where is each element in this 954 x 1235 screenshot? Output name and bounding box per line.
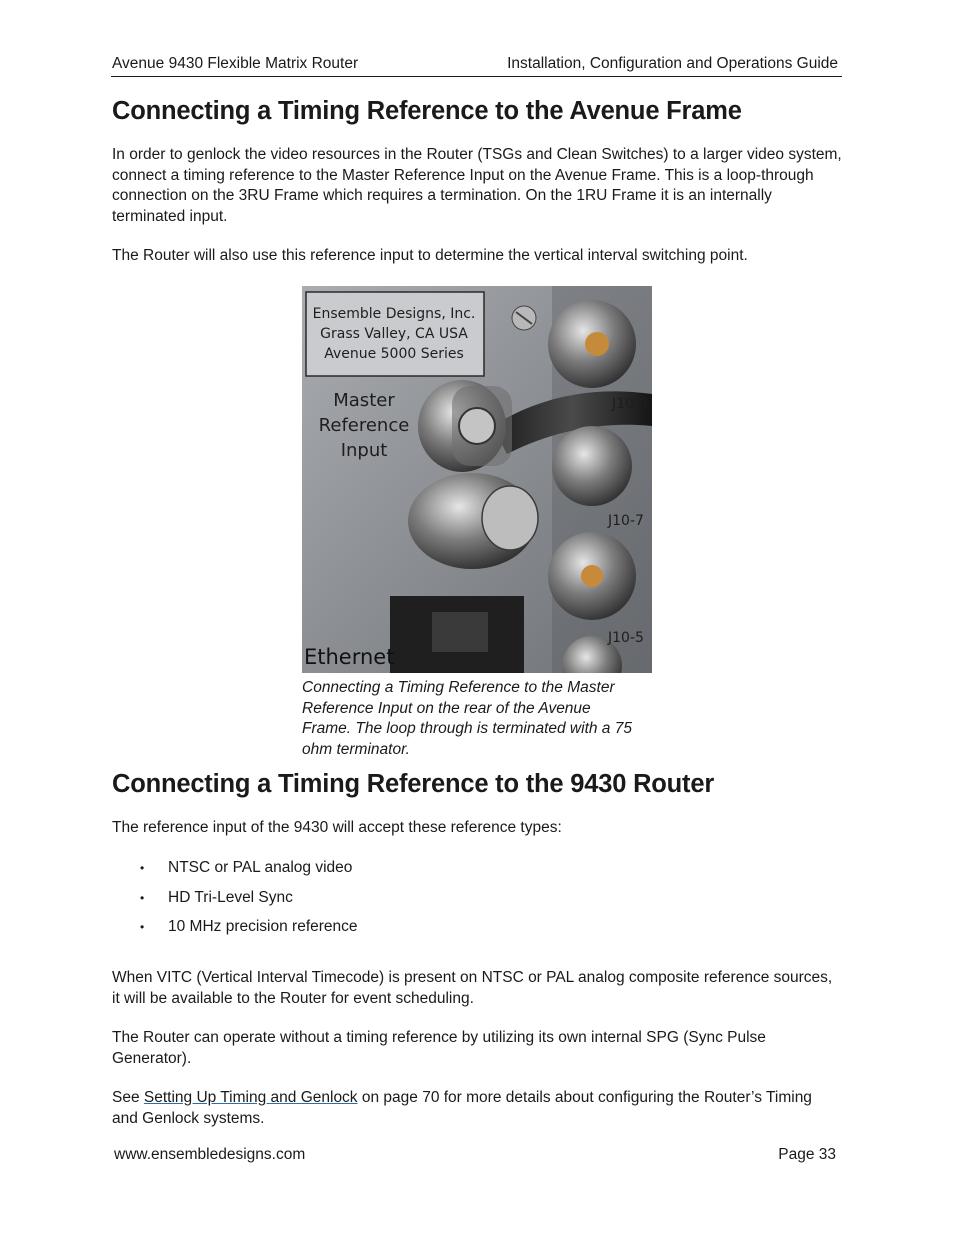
running-header-right: Installation, Configuration and Operations Guide	[507, 55, 838, 72]
bullet-icon: •	[140, 861, 145, 875]
paragraph-vertical-interval: The Router will also use this reference input to determine the vertical interval switching point.	[112, 247, 748, 264]
section-title-9430-router: Connecting a Timing Reference to the 9430 Router	[112, 770, 715, 798]
plate-line-2: Grass Valley, CA USA	[320, 326, 468, 342]
see-suffix: on page 70 for more details about configuring the Router’s Timing and Genlock systems.	[112, 1089, 812, 1127]
list-item-text: NTSC or PAL analog video	[168, 859, 353, 876]
connector-label-j10-7: J10-7	[608, 513, 644, 529]
panel-label-ethernet: Ethernet	[304, 645, 395, 669]
section-title-avenue-frame: Connecting a Timing Reference to the Avenue Frame	[112, 97, 742, 125]
plate-line-1: Ensemble Designs, Inc.	[312, 306, 476, 322]
panel-label-master: Master	[333, 390, 395, 411]
paragraph-spg: The Router can operate without a timing reference by utilizing its own internal SPG (Sync Pulse Generator).	[112, 1029, 766, 1067]
connector-label-j10-9: J10-9	[612, 396, 648, 412]
list-item-text: HD Tri-Level Sync	[168, 888, 293, 906]
footer-website: www.ensembledesigns.com	[114, 1146, 306, 1163]
rear-panel-illustration	[302, 286, 652, 673]
panel-label-input: Input	[340, 440, 388, 461]
bullet-icon: •	[140, 920, 145, 935]
paragraph-reference-types: The reference input of the 9430 will accept these reference types:	[112, 819, 562, 836]
see-prefix: See	[112, 1089, 144, 1106]
list-item	[140, 916, 358, 946]
paragraph-vitc: When VITC (Vertical Interval Timecode) is present on NTSC or PAL analog composite reference sources, it will be available to the Router for event scheduling.	[112, 969, 833, 1007]
bullet-icon: •	[140, 890, 145, 905]
paragraph-genlock: In order to genlock the video resources in the Router (TSGs and Clean Switches) to a larger video system, connect a timing reference to the Master Reference Input on the Avenue Frame. This is a loop-through connection on the 3RU Frame which requires a termination. On the 1RU Frame it is an internally terminated input.	[112, 146, 842, 226]
header-rule	[111, 76, 842, 77]
running-header-left: Avenue 9430 Flexible Matrix Router	[112, 55, 359, 72]
plate-line-3: Avenue 5000 Series	[324, 346, 464, 362]
reference-types-list	[140, 857, 358, 946]
footer-page-number: Page 33	[778, 1146, 836, 1163]
connector-label-j10-5: J10-5	[608, 630, 644, 646]
list-item	[140, 887, 358, 917]
figure-photo-rear-panel	[302, 286, 652, 673]
panel-label-reference: Reference	[318, 415, 410, 436]
figure-caption: Connecting a Timing Reference to the Master Reference Input on the rear of the Avenue Frame. The loop through is terminated with a 75 ohm terminator.	[302, 679, 632, 758]
paragraph-see-also	[112, 1088, 842, 1129]
list-item-text: 10 MHz precision reference	[168, 918, 358, 936]
list-item	[140, 857, 358, 887]
link-setting-up-timing[interactable]: Setting Up Timing and Genlock	[143, 1089, 358, 1106]
